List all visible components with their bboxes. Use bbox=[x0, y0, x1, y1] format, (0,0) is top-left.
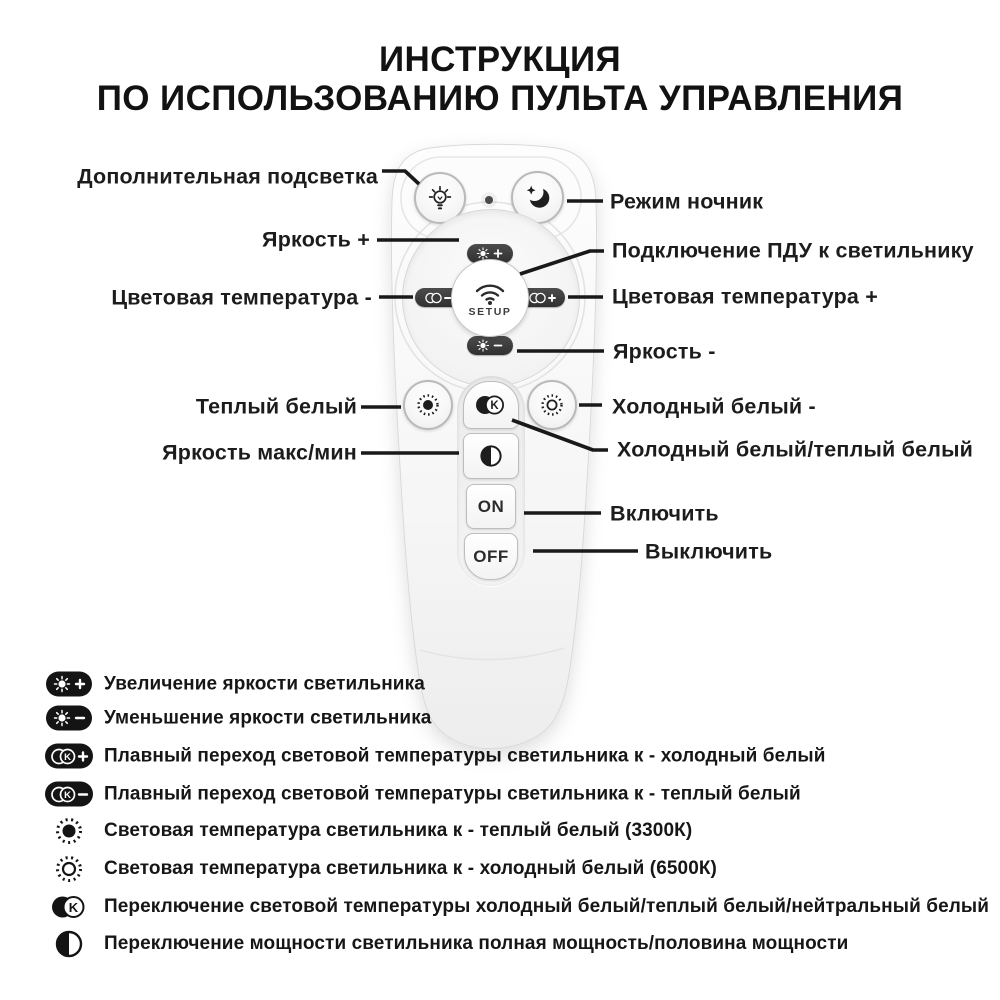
brightness-minus-pill-icon bbox=[474, 339, 506, 352]
wifi-icon bbox=[472, 279, 508, 305]
callout-cct-plus: Цветовая температура + bbox=[612, 284, 879, 309]
cct-plus-pill-icon bbox=[526, 291, 558, 305]
callout-brightness-maxmin: Яркость макс/мин bbox=[162, 440, 357, 465]
off-button[interactable] bbox=[464, 533, 518, 580]
callout-backlight: Дополнительная подсветка bbox=[77, 164, 378, 189]
power-half-button[interactable] bbox=[463, 433, 519, 479]
legend-text: Световая температура светильника к - теплый белый (3300К) bbox=[104, 820, 693, 841]
callout-setup: Подключение ПДУ к светильнику bbox=[612, 238, 974, 263]
cct-minus-pill-icon bbox=[422, 291, 454, 305]
legend-row-cct-switch bbox=[40, 893, 989, 921]
power-half-icon bbox=[479, 444, 503, 468]
callout-brightness-minus: Яркость - bbox=[613, 339, 716, 364]
cct-switch-button[interactable] bbox=[463, 381, 519, 429]
warm-white-sun-icon bbox=[52, 814, 86, 848]
moon-star-icon bbox=[523, 183, 553, 213]
cct-switch-icon bbox=[474, 393, 508, 417]
brightness-plus-pill-icon bbox=[46, 672, 92, 697]
legend-text: Плавный переход световой температуры светильника к - холодный белый bbox=[104, 745, 826, 766]
legend-text: Переключение световой температуры холодный белый/теплый белый/нейтральный белый bbox=[104, 896, 990, 917]
cct-switch-icon bbox=[50, 893, 88, 921]
setup-label: SETUP bbox=[468, 305, 512, 318]
callout-on: Включить bbox=[610, 501, 719, 526]
cct-plus-pill-icon bbox=[45, 744, 93, 769]
bulb-icon bbox=[427, 186, 453, 211]
page-title-line2: ПО ИСПОЛЬЗОВАНИЮ ПУЛЬТА УПРАВЛЕНИЯ bbox=[96, 79, 904, 118]
legend-text: Уменьшение яркости светильника bbox=[104, 707, 432, 728]
legend-row-cct-plus bbox=[40, 744, 826, 769]
brightness-minus-button[interactable] bbox=[467, 336, 513, 355]
on-button[interactable] bbox=[466, 484, 516, 529]
legend-row-power-half bbox=[40, 929, 848, 959]
cold-white-sun-icon bbox=[537, 390, 567, 420]
cct-minus-pill-icon bbox=[45, 782, 93, 807]
power-half-icon bbox=[54, 929, 84, 959]
cold-white-button[interactable] bbox=[527, 380, 577, 430]
svg-text:K: K bbox=[68, 899, 79, 915]
legend-text: Переключение мощности светильника полная мощность/половина мощности bbox=[104, 933, 849, 954]
callout-warm-white: Теплый белый bbox=[195, 394, 357, 419]
callout-cct-minus: Цветовая температура - bbox=[111, 285, 372, 310]
legend-text: Увеличение яркости светильника bbox=[104, 673, 425, 694]
warm-white-sun-icon bbox=[413, 390, 443, 420]
callout-cold-white: Холодный белый - bbox=[612, 394, 816, 419]
setup-button[interactable] bbox=[451, 259, 529, 337]
callout-night-mode: Режим ночник bbox=[610, 189, 764, 214]
callout-brightness-plus: Яркость + bbox=[262, 227, 370, 252]
legend-text: Световая температура светильника к - холодный белый (6500К) bbox=[104, 858, 717, 879]
ir-led-dot bbox=[485, 196, 493, 204]
svg-text:K: K bbox=[490, 400, 499, 413]
off-label: OFF bbox=[473, 546, 509, 566]
legend-row-cct-minus bbox=[40, 782, 801, 807]
cold-white-sun-icon bbox=[52, 852, 86, 886]
callout-cct-switch: Холодный белый/теплый белый bbox=[617, 437, 974, 462]
callout-off: Выключить bbox=[645, 539, 773, 564]
legend-row-cold-white bbox=[40, 852, 717, 886]
legend-row-brightness-plus bbox=[40, 672, 425, 697]
on-label: ON bbox=[477, 496, 505, 516]
svg-text:K: K bbox=[64, 751, 71, 763]
legend-row-brightness-minus bbox=[40, 706, 431, 731]
page-title-line1: ИНСТРУКЦИЯ bbox=[378, 40, 622, 79]
brightness-minus-pill-icon bbox=[46, 706, 92, 731]
legend-text: Плавный переход световой температуры светильника к - теплый белый bbox=[104, 783, 801, 804]
legend-row-warm-white bbox=[40, 814, 692, 848]
svg-text:K: K bbox=[64, 789, 71, 801]
warm-white-button[interactable] bbox=[403, 380, 453, 430]
